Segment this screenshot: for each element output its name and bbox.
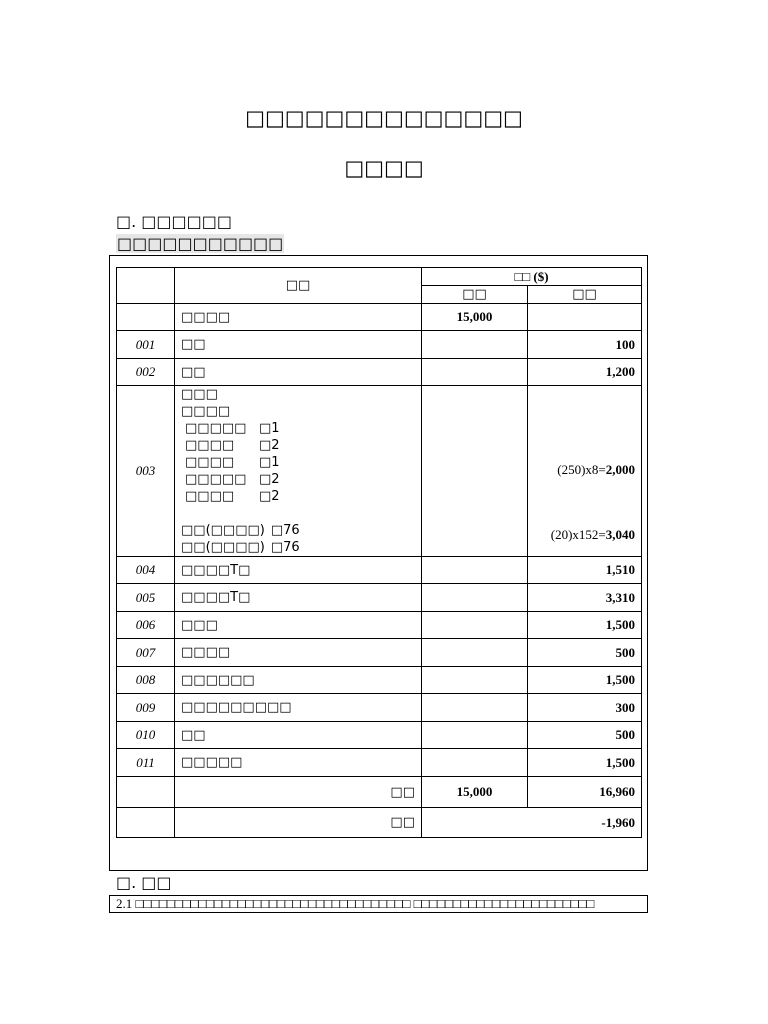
row-income xyxy=(422,722,528,749)
detail-line: □□□□ xyxy=(181,404,231,419)
sub-item xyxy=(181,471,415,488)
row-income xyxy=(422,749,528,777)
expense-line xyxy=(557,462,635,478)
row-item: □□□□□□□□□ xyxy=(175,694,422,722)
document-subtitle: □□□□ xyxy=(344,156,424,180)
expense-calc: (250)x8= xyxy=(557,462,606,477)
row-income xyxy=(422,584,528,612)
row-income xyxy=(422,359,528,386)
section-1-heading: □. □□□□□□ xyxy=(116,212,232,231)
sub-item xyxy=(181,437,415,454)
row-expense: 1,510 xyxy=(528,557,642,584)
row-expense xyxy=(528,386,642,557)
row-number: 008 xyxy=(117,667,175,694)
row-number xyxy=(117,304,175,331)
sub-item-name: □□□□ xyxy=(185,438,235,453)
extra-line xyxy=(181,539,415,556)
header-income: □□ xyxy=(422,286,528,304)
row-number: 001 xyxy=(117,331,175,359)
extra-line-name: □□(□□□□) xyxy=(181,523,265,538)
row-number: 007 xyxy=(117,639,175,667)
row-expense: 1,500 xyxy=(528,667,642,694)
table-row xyxy=(117,722,642,749)
row-item: □□□□ xyxy=(175,304,422,331)
sub-item-qty: □1 xyxy=(259,421,280,436)
detail-spacer xyxy=(181,505,415,522)
extra-line xyxy=(181,522,415,539)
expense-amount: 2,000 xyxy=(605,462,635,477)
balance-value: -1,960 xyxy=(422,808,642,838)
table-row xyxy=(117,612,642,639)
section-1-subheading: □□□□□□□□□□□ xyxy=(117,234,284,253)
table-row-total xyxy=(117,777,642,808)
extra-line-qty: □76 xyxy=(270,540,300,555)
row-expense: 1,500 xyxy=(528,612,642,639)
sub-item-qty: □1 xyxy=(259,455,280,470)
row-item: □□□□□□ xyxy=(175,667,422,694)
expense-amount: 3,040 xyxy=(605,527,635,542)
row-income xyxy=(422,694,528,722)
row-number: 010 xyxy=(117,722,175,749)
expense-line xyxy=(551,527,635,543)
extra-line-name: □□(□□□□) xyxy=(181,540,265,555)
row-item-detail xyxy=(175,386,422,557)
expense-detail xyxy=(534,387,635,555)
row-income xyxy=(422,386,528,557)
extra-line-qty: □76 xyxy=(270,523,300,538)
sub-item xyxy=(181,420,415,437)
section-2-heading: □. □□ xyxy=(116,873,172,892)
table-row xyxy=(117,749,642,777)
table-row xyxy=(117,331,642,359)
budget-table xyxy=(116,267,642,838)
row-item: □□□□□ xyxy=(175,749,422,777)
expense-calc: (20)x152= xyxy=(550,527,606,542)
total-income: 15,000 xyxy=(422,777,528,808)
sub-item-qty: □2 xyxy=(259,472,280,487)
document-title: □□□□□□□□□□□□□□ xyxy=(245,106,523,130)
row-item: □□□□ xyxy=(175,639,422,667)
table-row xyxy=(117,557,642,584)
row-number: 005 xyxy=(117,584,175,612)
sub-item-name: □□□□ xyxy=(185,489,235,504)
row-item: □□ xyxy=(175,331,422,359)
table-row xyxy=(117,694,642,722)
row-number: 006 xyxy=(117,612,175,639)
total-expense: 16,960 xyxy=(528,777,642,808)
row-expense: 1,500 xyxy=(528,749,642,777)
table-row-detail xyxy=(117,386,642,557)
detail-line: □□□ xyxy=(181,387,218,402)
sub-item xyxy=(181,488,415,505)
row-number: 003 xyxy=(117,386,175,557)
note-line: 2.1 □□□□□□□□□□□□□□□□□□□□□□□□□□□□□□□□□□□ □□□□□□□□□□□□□□□□□□□□□□□ xyxy=(109,895,648,913)
table-row-balance xyxy=(117,808,642,838)
row-number: 004 xyxy=(117,557,175,584)
table-row xyxy=(117,584,642,612)
balance-label: □□ xyxy=(175,808,422,838)
row-expense: 500 xyxy=(528,722,642,749)
row-income: 15,000 xyxy=(422,304,528,331)
sub-item-name: □□□□ xyxy=(185,455,235,470)
header-item: □□ xyxy=(175,268,422,304)
sub-item-qty: □2 xyxy=(259,438,280,453)
sub-item-qty: □2 xyxy=(259,489,280,504)
row-expense xyxy=(528,304,642,331)
row-income xyxy=(422,667,528,694)
total-label: □□ xyxy=(175,777,422,808)
sub-item xyxy=(181,454,415,471)
sub-item-name: □□□□□ xyxy=(185,421,247,436)
row-item: □□ xyxy=(175,359,422,386)
row-number xyxy=(117,777,175,808)
row-income xyxy=(422,612,528,639)
header-expense: □□ xyxy=(528,286,642,304)
header-number-cell xyxy=(117,268,175,304)
table-row xyxy=(117,667,642,694)
table-row xyxy=(117,639,642,667)
row-income xyxy=(422,331,528,359)
row-income xyxy=(422,557,528,584)
row-number xyxy=(117,808,175,838)
row-item: □□□ xyxy=(175,612,422,639)
row-number: 002 xyxy=(117,359,175,386)
row-number: 011 xyxy=(117,749,175,777)
table-row-opening xyxy=(117,304,642,331)
row-number: 009 xyxy=(117,694,175,722)
row-expense: 100 xyxy=(528,331,642,359)
row-item: □□□□T□ xyxy=(175,557,422,584)
row-expense: 500 xyxy=(528,639,642,667)
row-item: □□□□T□ xyxy=(175,584,422,612)
header-amount-group: □□ ($) xyxy=(422,268,642,286)
row-income xyxy=(422,639,528,667)
row-expense: 3,310 xyxy=(528,584,642,612)
row-expense: 1,200 xyxy=(528,359,642,386)
table-row xyxy=(117,359,642,386)
row-item: □□ xyxy=(175,722,422,749)
sub-item-name: □□□□□ xyxy=(185,472,247,487)
row-expense: 300 xyxy=(528,694,642,722)
